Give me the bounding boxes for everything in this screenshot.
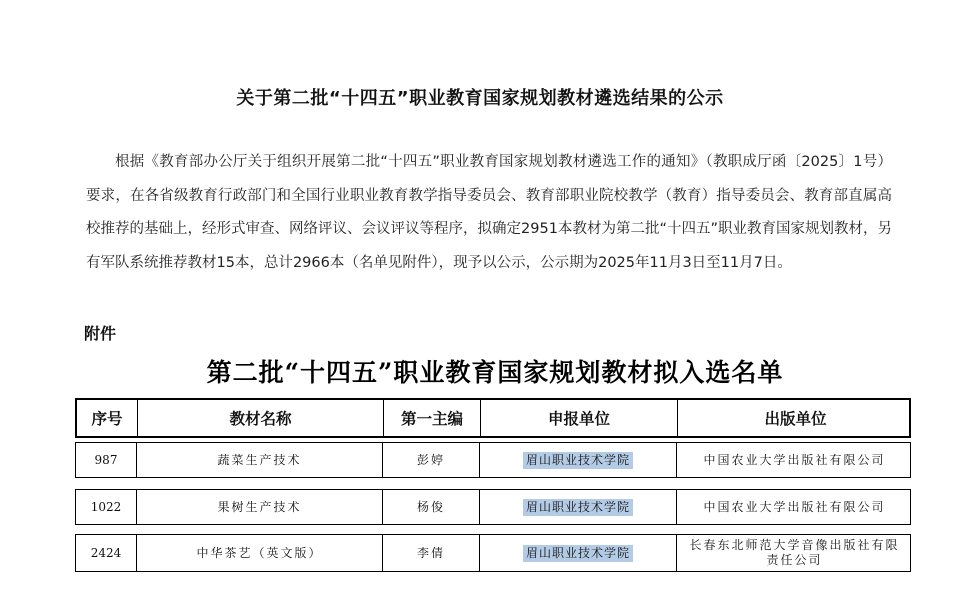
highlighted-unit: 眉山职业技术学院 [523,499,633,516]
table-row [75,489,911,525]
cell-textbook-name: 蔬菜生产技术 [136,443,382,477]
table-header-row [75,398,911,438]
notice-body [86,146,892,280]
highlighted-unit: 眉山职业技术学院 [523,545,633,562]
cell-publisher: 中国农业大学出版社有限公司 [676,443,912,477]
cell-chief-editor: 杨俊 [382,490,479,524]
cell-textbook-name: 中华茶艺（英文版） [136,535,382,571]
candidate-table [75,398,911,572]
list-title: 第二批“十四五”职业教育国家规划教材拟入选名单 [206,358,784,387]
table-row [75,534,911,572]
header-chief-editor: 第一主编 [383,400,480,436]
cell-textbook-name: 果树生产技术 [136,490,382,524]
cell-no: 2424 [90,545,122,560]
highlighted-unit: 眉山职业技术学院 [523,452,633,469]
header-publisher: 出版单位 [677,400,913,436]
cell-applicant-unit [479,443,676,477]
attachment-label: 附件 [84,324,117,343]
cell-chief-editor: 彭婷 [382,443,479,477]
header-no: 序号 [91,410,123,428]
cell-no: 1022 [90,499,122,514]
cell-no: 987 [94,452,118,467]
notice-title: 关于第二批“十四五”职业教育国家规划教材遴选结果的公示 [236,88,724,109]
notice-paragraph: 根据《教育部办公厅关于组织开展第二批“十四五”职业教育国家规划教材遴选工作的通知》（教职成厅函〔2025〕1号）要求，在各省级教育行政部门和全国行业职业教育教学指导委员会、教育部职业院校教学（教育）指导委员会、教育部直属高校推荐的基础上，经形式审查、网络评议、会议评议等程序，拟确定2951本教材为第二批“十四五”职业教育国家规划教材，另有军队系统推荐教材15本，总计2966本（名单见附件），现予以公示，公示期为2025年11月3日至11月7日。 [86,154,892,271]
table-row [75,442,911,478]
cell-applicant-unit [479,535,676,571]
cell-applicant-unit [479,490,676,524]
cell-publisher: 中国农业大学出版社有限公司 [676,490,912,524]
header-textbook-name: 教材名称 [137,400,383,436]
cell-chief-editor: 李倩 [382,535,479,571]
cell-publisher: 长春东北师范大学音像出版社有限责任公司 [676,535,912,571]
header-applicant-unit: 申报单位 [480,400,677,436]
